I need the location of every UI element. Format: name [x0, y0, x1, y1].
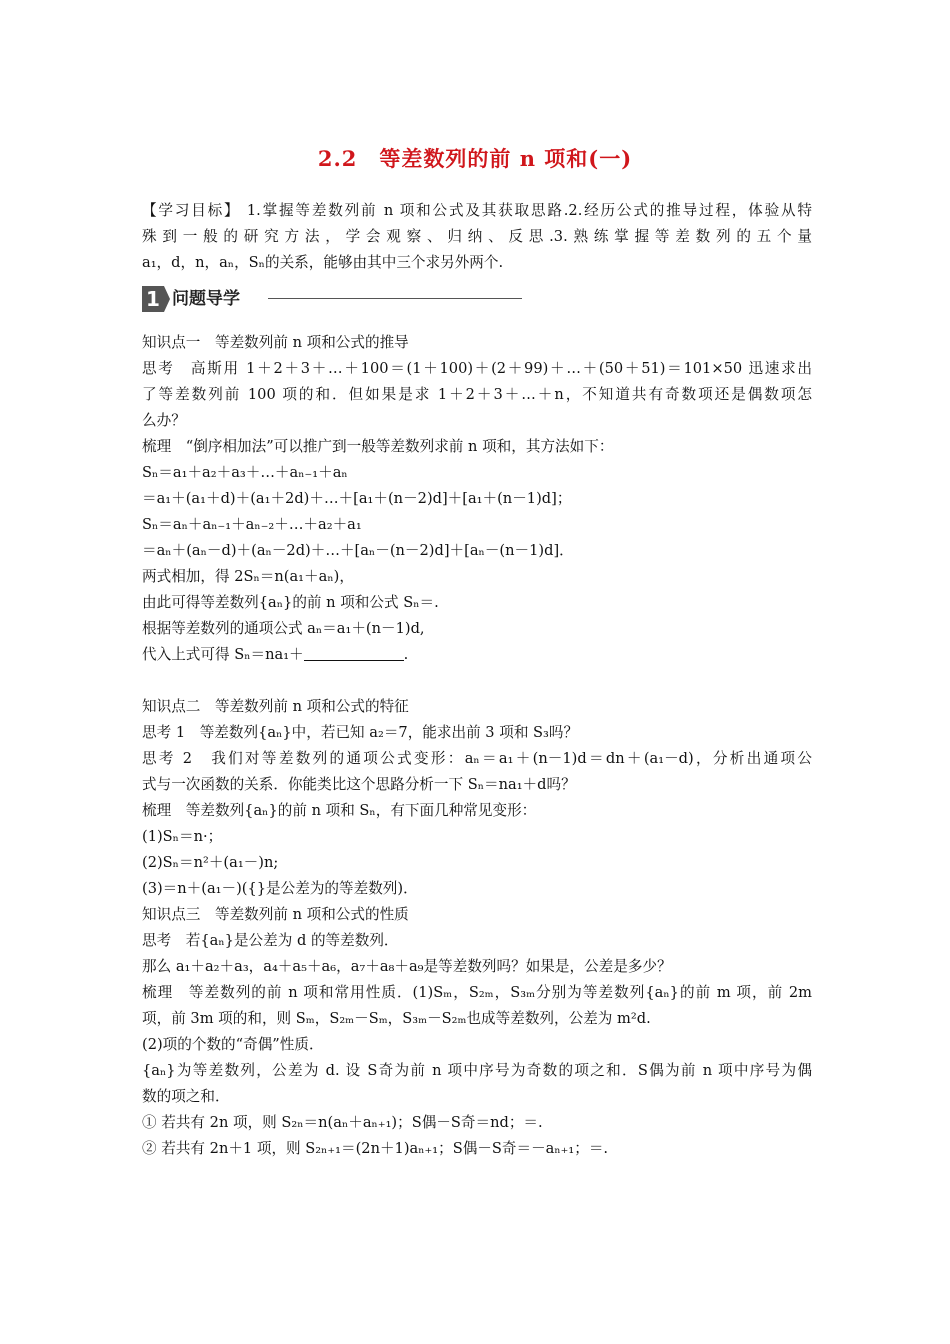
formula-line: Sₙ＝aₙ＋aₙ₋₁＋aₙ₋₂＋…＋a₂＋a₁ — [142, 516, 362, 533]
goals-line: a₁，d，n，aₙ，Sₙ的关系，能够由其中三个求另外两个. — [142, 254, 504, 271]
section-divider — [268, 298, 522, 299]
text-line: 梳理 “倒序相加法”可以推广到一般等差数列求前 n 项和，其方法如下： — [142, 438, 614, 455]
knowledge-point-heading: 知识点三 等差数列前 n 项和公式的性质 — [142, 906, 409, 923]
text-line: 思考 若{aₙ}是公差为 d 的等差数列． — [142, 932, 399, 949]
formula-line: (2)Sₙ＝n²＋(a₁－)n; — [142, 854, 279, 871]
section-number-badge: 1 — [142, 286, 164, 312]
text-line: ① 若共有 2n 项，则 S₂ₙ＝n(aₙ＋aₙ₊₁)；S偶－S奇＝nd；＝. — [142, 1114, 543, 1131]
page-title: 2.2 等差数列的前 n 项和(一) — [317, 146, 633, 171]
fill-in-line — [142, 642, 812, 668]
text-line: 思考 1 等差数列{aₙ}中，若已知 a₂＝7，能求出前 3 项和 S₃吗？ — [142, 724, 579, 741]
goals-line: 殊到一般的研究方法，学会观察、归纳、反思.3.熟练掌握等差数列的五个量 — [142, 228, 812, 245]
text-line: 项，前 3m 项的和，则 Sₘ，S₂ₘ－Sₘ，S₃ₘ－S₂ₘ也成等差数列，公差为 m²d. — [142, 1010, 651, 1027]
text-line: 梳理 等差数列{aₙ}的前 n 项和 Sₙ，有下面几种常见变形： — [142, 802, 537, 819]
text-line: 么办？ — [142, 412, 186, 429]
section-header — [142, 286, 522, 312]
knowledge-point-heading: 知识点一 等差数列前 n 项和公式的推导 — [142, 334, 409, 351]
text-line: 了等差数列前 100 项的和．但如果是求 1＋2＋3＋…＋n，不知道共有奇数项还是偶数项怎 — [142, 386, 812, 403]
section-label: 问题导学 — [172, 289, 240, 309]
formula-line: ＝aₙ＋(aₙ－d)＋(aₙ－2d)＋…＋[aₙ－(n－2)d]＋[aₙ－(n－1)d]． — [142, 542, 574, 559]
text-line: 数的项之和． — [142, 1088, 230, 1105]
fill-in-suffix: . — [403, 646, 409, 663]
fill-in-prefix: 代入上式可得 Sₙ＝na₁＋ — [142, 646, 304, 663]
text-line: 思考 高斯用 1＋2＋3＋…＋100＝(1＋100)＋(2＋99)＋…＋(50＋51)＝101×50 迅速求出 — [142, 360, 812, 377]
formula-line: ＝a₁＋(a₁＋d)＋(a₁＋2d)＋…＋[a₁＋(n－2)d]＋[a₁＋(n－1)d]； — [142, 490, 572, 507]
formula-line: Sₙ＝a₁＋a₂＋a₃＋…＋aₙ₋₁＋aₙ — [142, 464, 348, 481]
text-line: 那么 a₁＋a₂＋a₃，a₄＋a₅＋a₆，a₇＋a₈＋a₉是等差数列吗？如果是，公差是多少？ — [142, 958, 672, 975]
spacer — [142, 668, 812, 694]
text-line: 两式相加，得 2Sₙ＝n(a₁＋aₙ)， — [142, 568, 354, 585]
text-line: 思考 2 我们对等差数列的通项公式变形：aₙ＝a₁＋(n－1)d＝dn＋(a₁－d)，分析出通项公 — [142, 750, 812, 767]
formula-line: (3)＝n＋(a₁－)({}是公差为的等差数列)． — [142, 880, 418, 897]
text-line: 式与一次函数的关系．你能类比这个思路分析一下 Sₙ＝na₁＋d吗？ — [142, 776, 576, 793]
learning-goals — [142, 198, 812, 276]
text-line: 由此可得等差数列{aₙ}的前 n 项和公式 Sₙ＝. — [142, 594, 439, 611]
text-line: (2)项的个数的“奇偶”性质． — [142, 1036, 324, 1053]
main-content — [142, 330, 812, 1162]
answer-blank[interactable] — [304, 645, 404, 661]
text-line: {aₙ}为等差数列，公差为 d. 设 S奇为前 n 项中序号为奇数的项之和．S偶为前 n 项中序号为偶 — [142, 1062, 812, 1079]
text-line: ② 若共有 2n＋1 项，则 S₂ₙ₊₁＝(2n＋1)aₙ₊₁；S偶－S奇＝－aₙ₊₁；＝. — [142, 1140, 609, 1157]
formula-line: (1)Sₙ＝n·； — [142, 828, 223, 845]
text-line: 梳理 等差数列的前 n 项和常用性质．(1)Sₘ，S₂ₘ，S₃ₘ分别为等差数列{aₙ}的前 m 项，前 2m — [142, 984, 812, 1001]
knowledge-point-heading: 知识点二 等差数列前 n 项和公式的特征 — [142, 698, 409, 715]
text-line: 根据等差数列的通项公式 aₙ＝a₁＋(n－1)d, — [142, 620, 425, 637]
goals-line: 【学习目标】 1.掌握等差数列前 n 项和公式及其获取思路.2.经历公式的推导过程，体验从特 — [142, 202, 812, 219]
